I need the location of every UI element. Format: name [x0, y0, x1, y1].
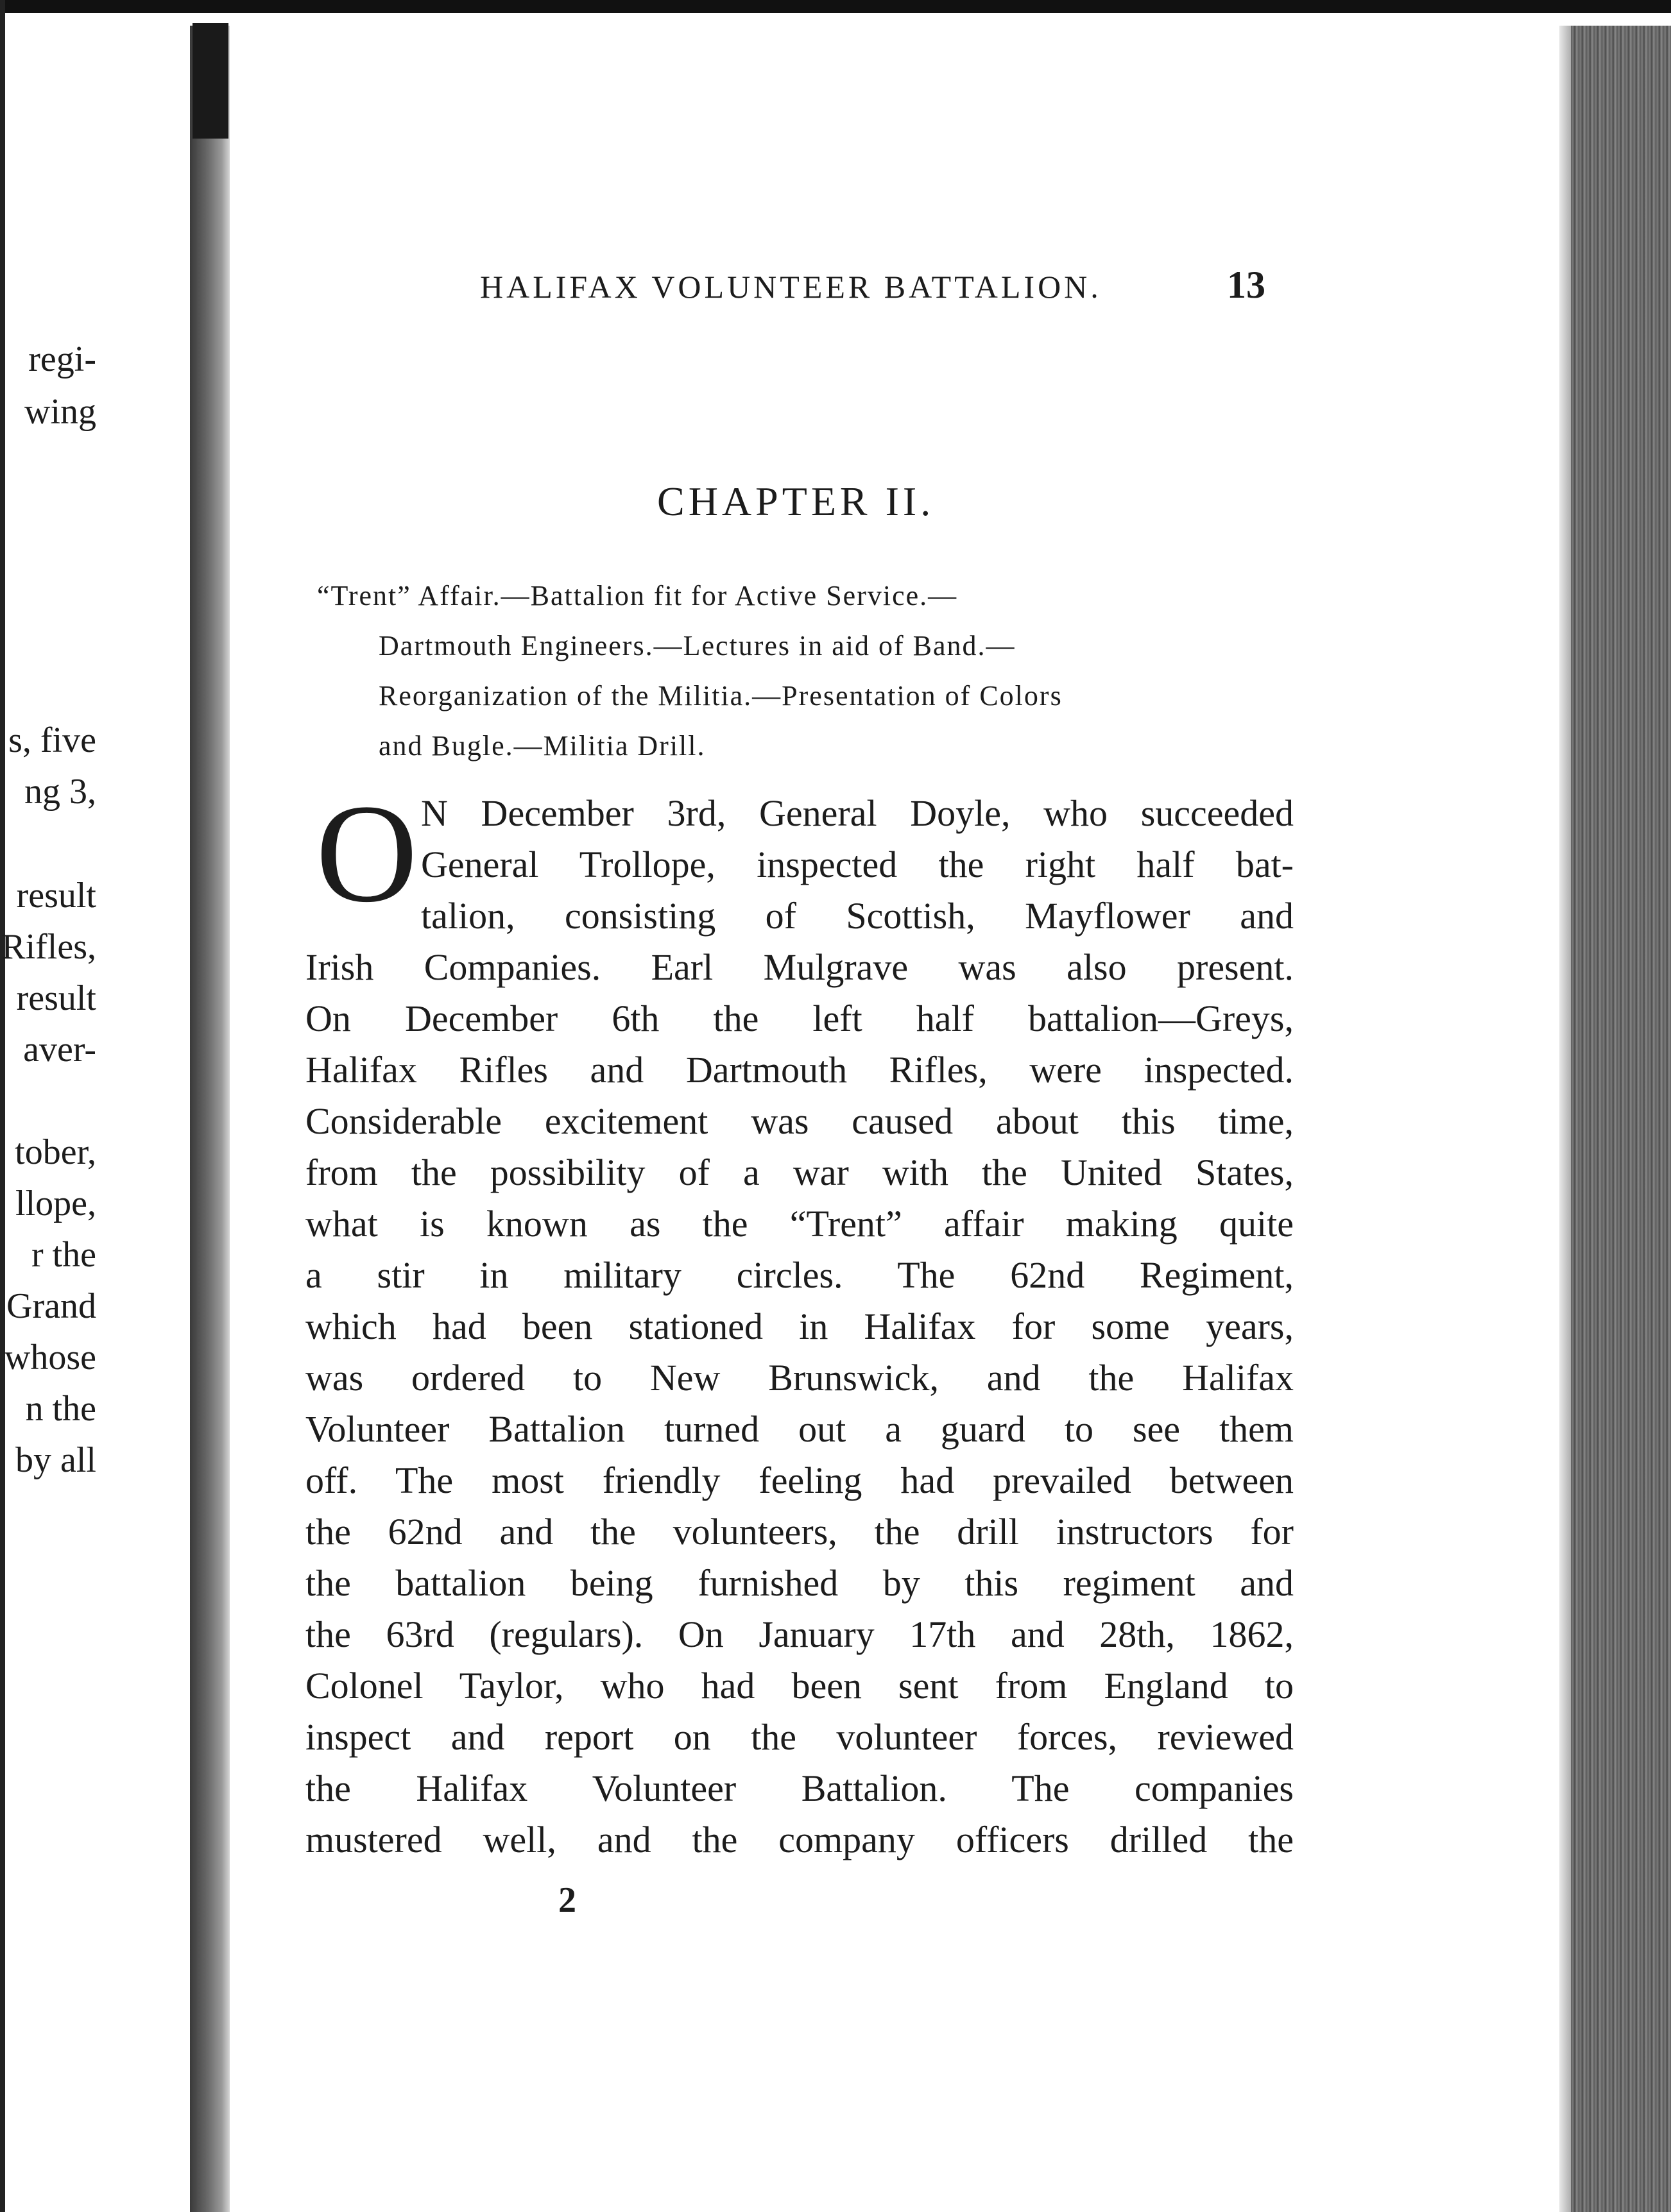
- scan-top-border: [0, 0, 1671, 13]
- body-line: talion, consisting of Scottish, Mayflower and: [421, 895, 1294, 937]
- body-line: from the possibility of a war with the United States,: [305, 1152, 1294, 1193]
- body-line: Considerable excitement was caused about this time,: [305, 1100, 1294, 1142]
- facing-line: result: [16, 876, 96, 915]
- synopsis-line: “Trent” Affair.—Battalion fit for Active Service.—: [317, 580, 958, 611]
- facing-line: llope,: [15, 1184, 96, 1223]
- facing-line: tober,: [15, 1132, 96, 1172]
- body-line: On December 6th the left half battalion—Greys,: [305, 998, 1294, 1039]
- body-line: what is known as the “Trent” affair making quite: [305, 1203, 1294, 1245]
- body-line: Halifax Rifles and Dartmouth Rifles, were inspected.: [305, 1049, 1294, 1091]
- body-line: the battalion being furnished by this regiment and: [305, 1562, 1294, 1604]
- body-line: mustered well, and the company officers drilled the: [305, 1819, 1294, 1860]
- chapter-title: CHAPTER II.: [657, 479, 935, 524]
- running-head: HALIFAX VOLUNTEER BATTALION.: [480, 269, 1102, 305]
- body-line: inspect and report on the volunteer forces, reviewed: [305, 1716, 1294, 1758]
- facing-line: by all: [15, 1440, 96, 1480]
- body-line: which had been stationed in Halifax for some years,: [305, 1306, 1294, 1347]
- body-line: off. The most friendly feeling had prevailed between: [305, 1459, 1294, 1501]
- drop-cap: O: [316, 775, 418, 932]
- facing-line: aver-: [23, 1030, 96, 1069]
- facing-line: r the: [31, 1235, 96, 1275]
- chapter-synopsis: [317, 571, 1299, 771]
- body-line: the Halifax Volunteer Battalion. The companies: [305, 1767, 1294, 1809]
- body-line: the 62nd and the volunteers, the drill instructors for: [305, 1511, 1294, 1553]
- facing-line: Grand: [6, 1286, 96, 1326]
- body-line: a stir in military circles. The 62nd Regiment,: [305, 1254, 1294, 1296]
- synopsis-line: Dartmouth Engineers.—Lectures in aid of Band.—: [379, 630, 1016, 661]
- facing-page-fragment: [0, 0, 193, 2212]
- body-line: N December 3rd, General Doyle, who succeeded: [421, 792, 1294, 834]
- body-line: Irish Companies. Earl Mulgrave was also present.: [305, 946, 1294, 988]
- book-gutter: [190, 26, 230, 2212]
- facing-line: s, five: [8, 720, 96, 760]
- facing-line: regi-: [28, 339, 96, 379]
- signature-mark: 2: [558, 1880, 576, 1920]
- page-stack-edge: [1571, 26, 1671, 2212]
- body-line: Volunteer Battalion turned out a guard to see them: [305, 1408, 1294, 1450]
- facing-line: result: [16, 978, 96, 1018]
- body-line: was ordered to New Brunswick, and the Halifax: [305, 1357, 1294, 1399]
- facing-line: wing: [24, 392, 96, 432]
- synopsis-line: and Bugle.—Militia Drill.: [379, 730, 706, 761]
- gutter-shadow: [193, 23, 228, 139]
- synopsis-line: Reorganization of the Militia.—Presentation of Colors: [379, 680, 1063, 711]
- facing-line: whose: [4, 1338, 96, 1377]
- facing-line: Rifles,: [1, 927, 96, 967]
- page-number: 13: [1227, 264, 1265, 306]
- body-line: General Trollope, inspected the right half bat-: [421, 844, 1294, 885]
- body-line: the 63rd (regulars). On January 17th and 28th, 1862,: [305, 1613, 1294, 1655]
- body-line: Colonel Taylor, who had been sent from England to: [305, 1665, 1294, 1706]
- body-text: [305, 788, 1294, 1866]
- facing-line: n the: [25, 1389, 96, 1429]
- facing-line: ng 3,: [24, 772, 96, 812]
